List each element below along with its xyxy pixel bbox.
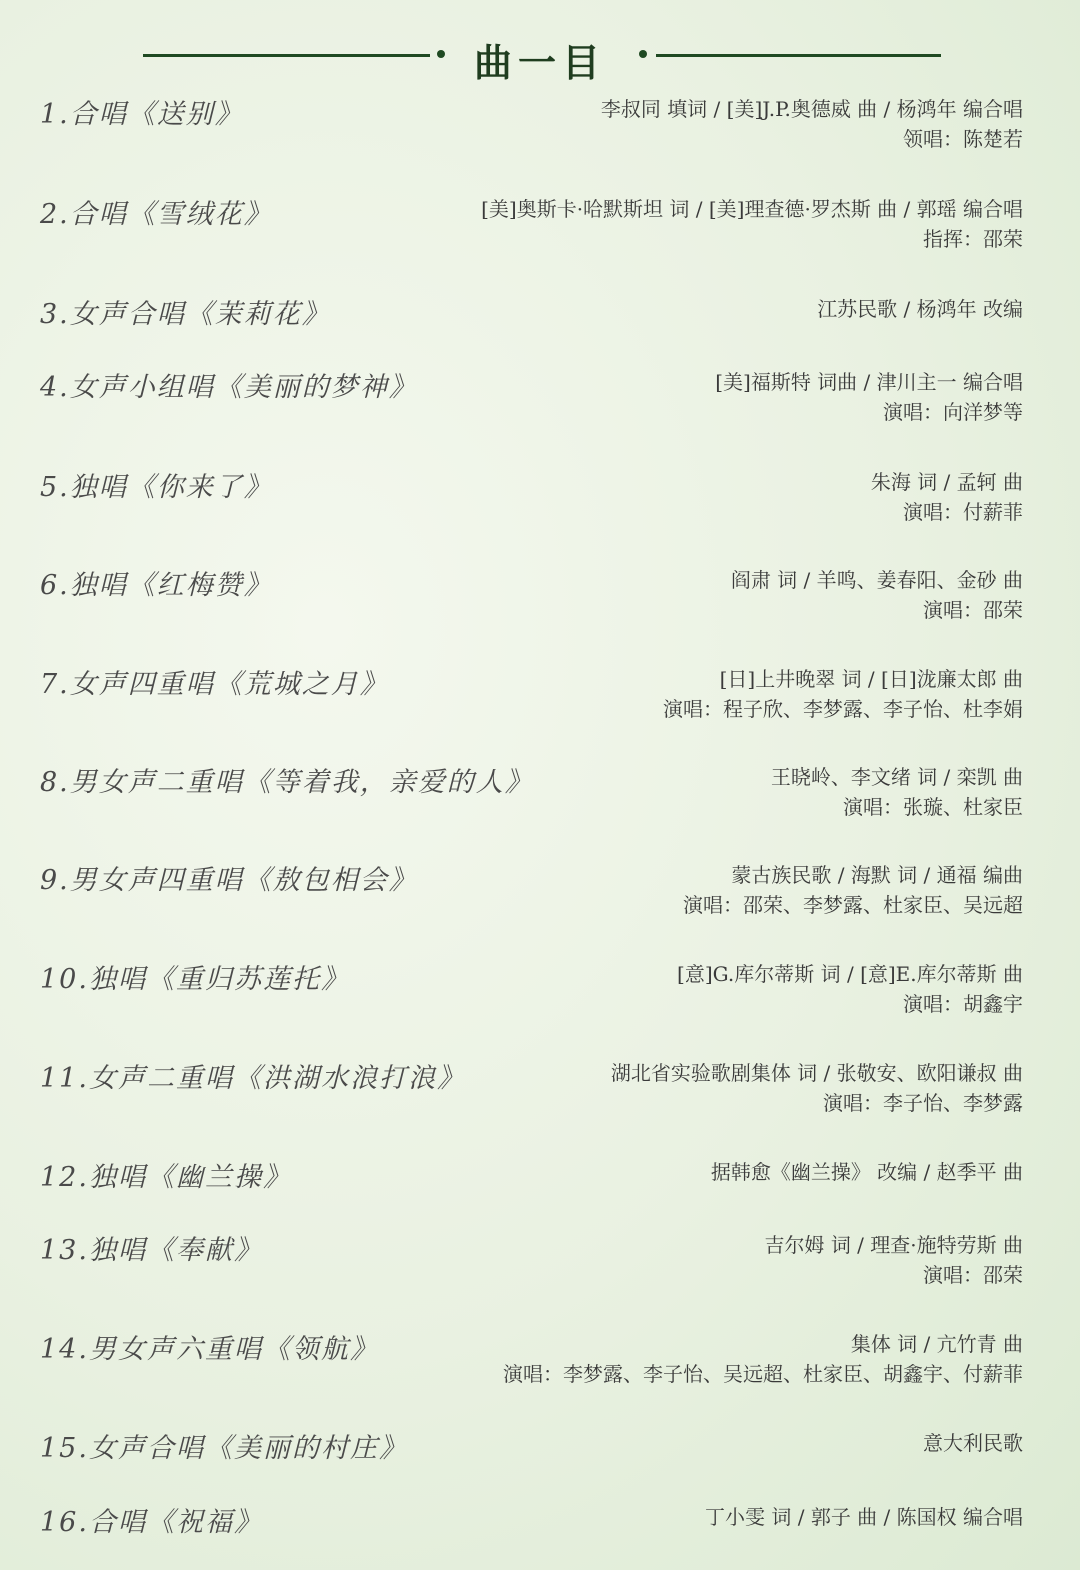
program-item-title: 9.男女声四重唱《敖包相会》 [40,865,418,896]
program-item-credits [871,467,1023,527]
program-item-credits [764,1230,1023,1290]
program-item-credits [663,664,1023,724]
header-dot-right [639,50,647,58]
performer-line: 指挥：邵荣 [923,227,1023,251]
performer-line: 演唱：邵荣 [923,1263,1023,1287]
performer-line: 演唱：李子怡、李梦露 [823,1091,1023,1115]
program-item-title: 11.女声二重唱《洪湖水浪打浪》 [40,1063,466,1094]
credit-line: 吉尔姆 词 / 理查·施特劳斯 曲 [764,1233,1023,1257]
credit-line: 据韩愈《幽兰操》 改编 / 赵季平 曲 [710,1160,1023,1184]
program-item-credits [601,94,1023,154]
page-title: 曲一目 [473,40,606,85]
credit-line: 意大利民歌 [923,1431,1023,1455]
program-header [0,30,1080,85]
credit-line: [美]奥斯卡·哈默斯坦 词 / [美]理查德·罗杰斯 曲 / 郭瑶 编合唱 [481,197,1023,221]
header-rule-right [656,54,941,57]
credit-line: 李叔同 填词 / [美]J.P.奥德威 曲 / 杨鸿年 编合唱 [600,97,1023,121]
program-item-title: 3.女声合唱《茉莉花》 [40,299,331,330]
program-item-credits [705,1502,1023,1532]
program-item-credits [481,194,1023,254]
credit-line: 丁小雯 词 / 郭子 曲 / 陈国权 编合唱 [705,1505,1023,1529]
program-item-credits [771,762,1023,822]
program-item-credits [731,565,1023,625]
performer-line: 演唱：程子欣、李梦露、李子怡、杜李娟 [663,697,1023,721]
program-item-title: 16.合唱《祝福》 [40,1507,263,1538]
credit-line: [意]G.库尔蒂斯 词 / [意]E.库尔蒂斯 曲 [677,962,1023,986]
program-item-credits [677,959,1023,1019]
credit-line: 蒙古族民歌 / 海默 词 / 通福 编曲 [731,863,1023,887]
performer-line: 演唱：向洋梦等 [883,400,1023,424]
program-item-title: 13.独唱《奉献》 [40,1235,263,1266]
program-item-credits [683,860,1023,920]
program-item-title: 7.女声四重唱《荒城之月》 [40,669,389,700]
performer-line: 演唱：胡鑫宇 [903,992,1023,1016]
credit-line: 集体 词 / 亢竹青 曲 [850,1332,1023,1356]
program-item-credits [711,1157,1023,1187]
credit-line: 阎肃 词 / 羊鸣、姜春阳、金砂 曲 [730,568,1023,592]
program-item-credits [503,1329,1023,1389]
program-item-credits [611,1058,1023,1118]
performer-line: 演唱：邵荣 [923,598,1023,622]
performer-line: 演唱：邵荣、李梦露、杜家臣、吴远超 [683,893,1023,917]
credit-line: [美]福斯特 词曲 / 津川主一 编合唱 [715,370,1023,394]
program-item-credits [715,367,1023,427]
credit-line: [日]上井晚翠 词 / [日]泷廉太郎 曲 [719,667,1023,691]
program-item-title: 5.独唱《你来了》 [40,472,273,503]
credit-line: 朱海 词 / 孟轲 曲 [870,470,1023,494]
credit-line: 湖北省实验歌剧集体 词 / 张敬安、欧阳谦叔 曲 [610,1061,1023,1085]
program-item-title: 8.男女声二重唱《等着我，亲爱的人》 [40,767,534,798]
program-item-credits [817,294,1023,324]
performer-line: 演唱：李梦露、李子怡、吴远超、杜家臣、胡鑫宇、付薪菲 [503,1362,1023,1386]
program-item-title: 14.男女声六重唱《领航》 [40,1334,379,1365]
program-item-title: 15.女声合唱《美丽的村庄》 [40,1433,408,1464]
program-item-title: 4.女声小组唱《美丽的梦神》 [40,372,418,403]
performer-line: 演唱：张璇、杜家臣 [843,795,1023,819]
program-item-title: 2.合唱《雪绒花》 [40,199,273,230]
credit-line: 江苏民歌 / 杨鸿年 改编 [817,297,1023,321]
performer-line: 领唱：陈楚若 [903,127,1023,151]
program-item-title: 6.独唱《红梅赞》 [40,570,273,601]
performer-line: 演唱：付薪菲 [903,500,1023,524]
program-item-title: 1.合唱《送别》 [40,99,244,130]
program-item-credits [923,1428,1023,1458]
program-item-title: 12.独唱《幽兰操》 [40,1162,292,1193]
program-item-title: 10.独唱《重归苏莲托》 [40,964,350,995]
credit-line: 王晓岭、李文绪 词 / 栾凯 曲 [770,765,1023,789]
